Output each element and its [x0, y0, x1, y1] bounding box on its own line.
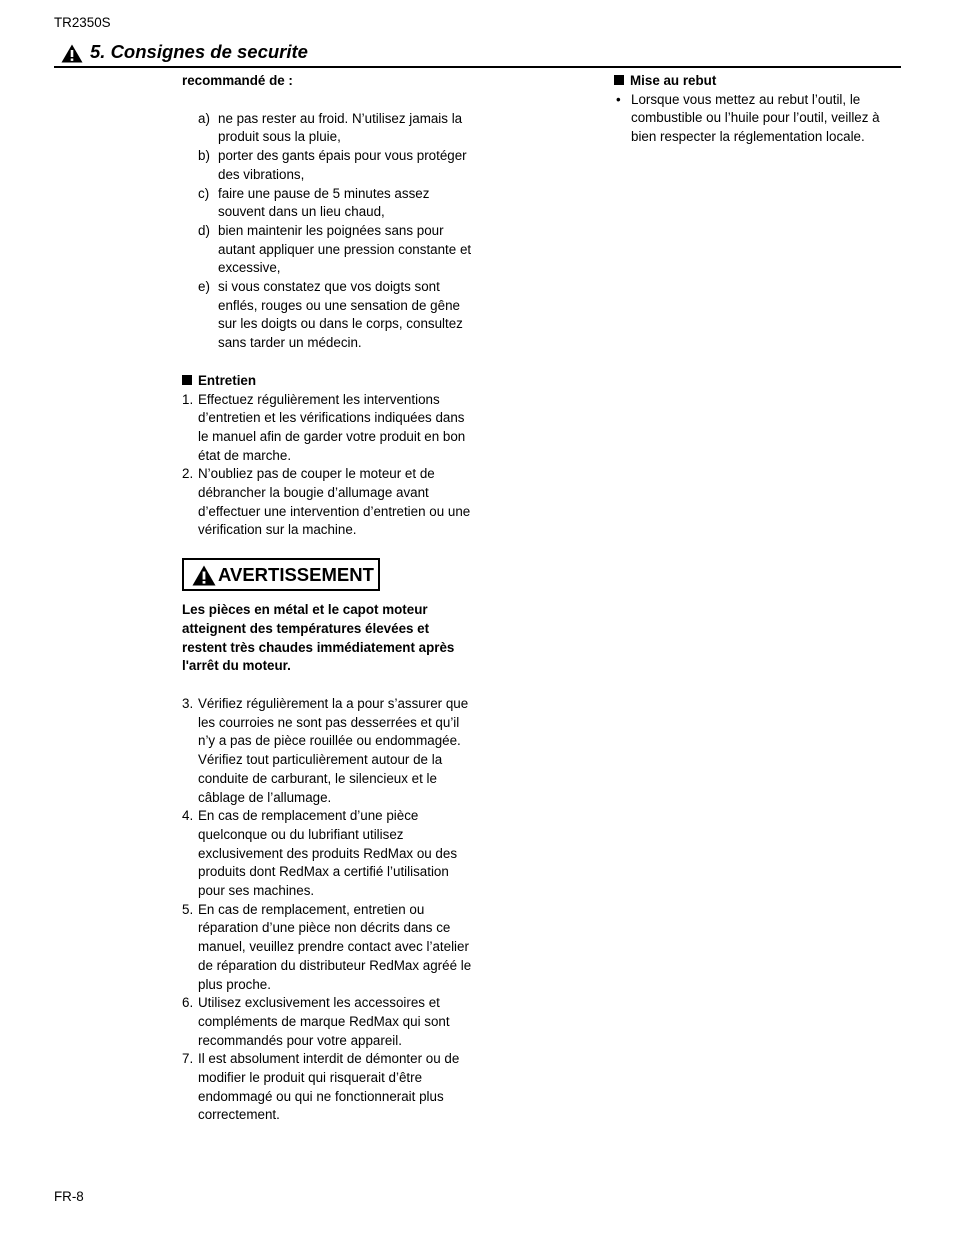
list-item-text: En cas de remplacement d’une pièce quelconque ou du lubrifiant utilisez exclusivement des produits RedMax ou des produits dont RedMax a certifié l’utilisation pour ses machines.: [198, 808, 458, 899]
list-marker: 1.: [182, 391, 194, 407]
model-number: TR2350S: [54, 15, 111, 30]
list-marker: 4.: [182, 808, 194, 824]
square-bullet-icon: [182, 375, 192, 385]
cold-advice-list: [182, 110, 474, 353]
list-item-text: faire une pause de 5 minutes assez souvent dans un lieu chaud,: [218, 185, 430, 220]
list-marker: 7.: [182, 1051, 194, 1067]
list-item: [182, 391, 474, 466]
list-item-text: Il est absolument interdit de démonter ou de modifier le produit qui risquerait d’être endommagé ou qui ne fonctionnerait plus correctement.: [198, 1051, 460, 1123]
list-marker: c): [198, 185, 210, 201]
list-item: [182, 185, 474, 222]
list-marker: 3.: [182, 695, 194, 711]
disposal-list: [614, 91, 904, 147]
section-header: [54, 40, 901, 68]
section-title: 5. Consignes de securite: [90, 41, 308, 62]
list-item-text: Lorsque vous mettez au rebut l’outil, le combustible ou l’huile pour l’outil, veillez à bien respecter la réglementation locale.: [631, 91, 880, 145]
right-column: [614, 72, 904, 147]
list-item-text: bien maintenir les poignées sans pour autant appliquer une pression constante et excessive,: [218, 222, 472, 276]
warning-label: AVERTISSEMENT: [218, 564, 374, 586]
page-number: FR-8: [54, 1189, 84, 1204]
list-item-text: si vous constatez que vos doigts sont enflés, rouges ou une sensation de gêne sur les doigts ou dans le corps, consultez sans tarder un médecin.: [218, 279, 463, 351]
square-bullet-icon: [614, 75, 624, 85]
intro-text: recommandé de :: [182, 73, 293, 88]
list-item: [614, 91, 904, 147]
list-item-text: Vérifiez régulièrement la a pour s’assurer que les courroies ne sont pas desserrées et qu’il n’y a pas de pièce rouillée ou endommagée. Vérifiez tout particulièrement autour de la conduite de carburant, le silencieux et le câblage de l’allumage.: [198, 695, 469, 805]
list-marker: a): [198, 110, 210, 126]
list-item: [182, 1050, 474, 1125]
list-marker: b): [198, 148, 210, 164]
list-item: [182, 465, 474, 540]
disposal-heading-label: Mise au rebut: [630, 73, 717, 88]
list-item: [182, 147, 474, 184]
list-marker: e): [198, 279, 210, 295]
list-item-text: porter des gants épais pour vous protéger des vibrations,: [218, 148, 467, 182]
list-marker: 2.: [182, 466, 194, 482]
list-item-text: N’oubliez pas de couper le moteur et de débrancher la bougie d’allumage avant d’effectuer une intervention d’entretien ou une vérification sur la machine.: [198, 466, 471, 538]
maintenance-heading: [182, 372, 474, 391]
list-item: [182, 222, 474, 278]
list-item: [182, 994, 474, 1050]
warning-text: Les pièces en métal et le capot moteur atteignent des températures élevées et restent très chaudes immédiatement après l'arrêt du moteur.: [182, 602, 455, 674]
list-item: [182, 695, 474, 807]
list-item-text: ne pas rester au froid. N’utilisez jamais la produit sous la pluie,: [218, 110, 463, 145]
disposal-heading: [614, 72, 904, 91]
list-item: [182, 901, 474, 995]
list-item: [182, 807, 474, 901]
list-item: [182, 278, 474, 353]
list-marker: 6.: [182, 995, 194, 1011]
warning-box: [182, 558, 380, 591]
warning-triangle-icon: [192, 565, 216, 586]
list-item-text: En cas de remplacement, entretien ou réparation d’une pièce non décrits dans ce manuel, veuillez prendre contact avec l’atelier de réparation du distributeur RedMax agréé le plus proche.: [198, 901, 472, 992]
left-column: [182, 72, 474, 1125]
list-item-text: Utilisez exclusivement les accessoires et compléments de marque RedMax qui sont recommandés pour votre appareil.: [198, 995, 450, 1048]
list-marker: d): [198, 222, 210, 238]
warning-triangle-icon: [61, 44, 83, 63]
list-marker: 5.: [182, 901, 194, 917]
maintenance-list-second: [182, 695, 474, 1125]
list-item-text: Effectuez régulièrement les interventions d’entretien et les vérifications indiquées dans le manuel afin de garder votre produit en bon état de marche.: [198, 391, 466, 463]
bullet-marker: •: [616, 91, 621, 107]
maintenance-list-first: [182, 391, 474, 541]
list-item: [182, 110, 474, 147]
maintenance-heading-label: Entretien: [198, 372, 257, 388]
